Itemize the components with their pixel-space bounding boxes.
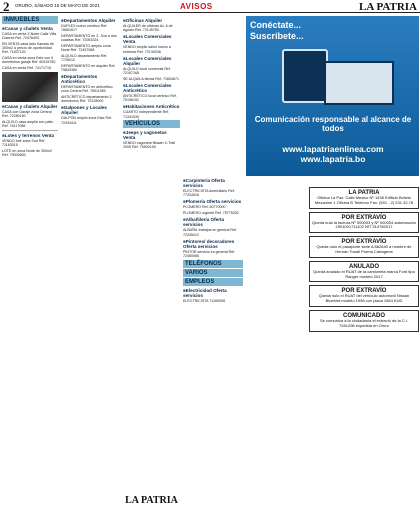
notice-box (309, 261, 419, 283)
classified-ad: CUARTO independiente Ref. 71341030 (123, 110, 170, 119)
monitor-icon (324, 61, 394, 105)
classified-ad: ALQUILO local comercial Ref. 72167165 (123, 66, 171, 76)
dateline: ORURO, SÁBADO 15 DE MAYO DE 2021 (15, 3, 100, 8)
classified-ad: DEPARTAMENTO en alquiler Ref. 79843360 (61, 63, 116, 72)
category-title: ■ Oficinas Alquiler (123, 18, 180, 23)
category-title: ■ Departamentos Alquiler (61, 18, 120, 23)
notice-box (309, 236, 419, 258)
category-title: ■ Jeeps y vagonetas Venta (123, 130, 180, 140)
smartphone-icon (282, 49, 328, 103)
classified-ad: PLOMERO urgente Ref. 75775252 (183, 211, 239, 216)
column-4 (183, 16, 243, 511)
category-title: ■ Casas y chalets Alquiler (2, 104, 58, 109)
divider (2, 130, 58, 131)
classified-ad: SE ALQUILA tienda Ref. 71604671 (123, 76, 179, 81)
column-2 (61, 16, 120, 511)
notice-box (309, 187, 419, 209)
classified-ad: VENDO lote zona Sud Ref. 71163015 (2, 138, 46, 148)
banner-spacer (183, 16, 243, 176)
banner-message: Comunicación responsable al alcance de todos (254, 115, 412, 133)
category-title: ■ Pintores/ decoradores Oferta servicios (183, 239, 243, 249)
notice-body: Queda nulo el RUAT del vehículo automovil Nissan Bluebird modelo 1998 con placa 1564 KUD (318, 293, 410, 304)
notice-title: POR EXTRAVÍO (341, 288, 387, 295)
notice-body: Queda nulo el pasaporte serie A 882640 a nombre de Hernán Tonali Porma Cartagena (316, 244, 412, 254)
classified-ad: GALPÓN amplio zona Este Ref. 72434411 (61, 116, 113, 125)
notices-column (309, 187, 419, 335)
classified-ad: EN VENTA casa lado Kansas de 300m2 a precio de oportunidad Ref. 71837120 (2, 41, 54, 55)
category-title: ■ Galpones y Locales Alquiler (61, 105, 120, 115)
category-title: ■ Locales Comerciales Anticrético (123, 83, 180, 93)
section-varios: VARIOS (183, 269, 243, 277)
section-inmuebles: INMUEBLES (2, 16, 58, 24)
notice-box (309, 212, 419, 234)
notice-title: ANULADO (349, 263, 379, 270)
classified-ad: ELECTRICISTA 71169008 (183, 298, 226, 303)
classified-ad: ANTICRÉTICO departamento 3 dormitorios Ref. 70128000 (61, 94, 112, 104)
classified-ad: LOTE en zona Norte de 300m2 Ref. 79000600 (2, 148, 52, 158)
category-title: ■ Electricidad Oferta servicios (183, 288, 243, 298)
notice-body: Queda anulado el RUAT de la camioneta marca Ford tipo Ranger modelo 2017 (313, 268, 415, 279)
category-title: ■ Carpintería Oferta servicios (183, 178, 243, 188)
section-vehiculos: VEHÍCULOS (123, 120, 180, 128)
notice-body: Se comunica a la ciudadanía el extravío de la C.I. 7281298 expedida en Oruro (319, 317, 409, 328)
banner-headline: Conéctate... (250, 20, 302, 30)
category-title: ■ Habitaciones Anticrético (123, 104, 180, 109)
section-telefonos: TELÉFONOS (183, 260, 243, 268)
page-number: 2 (3, 0, 10, 14)
classified-ad: CASA en venta Ref. 74171715 (2, 65, 51, 70)
notice-title: LA PATRIA (348, 190, 380, 196)
classified-ad: DEPARTAMENTO amplio zona Norte Ref. 72457068 (61, 43, 111, 53)
footer-brand: LA PATRIA (125, 495, 178, 506)
notice-title: POR EXTRAVÍO (341, 214, 387, 221)
classified-ad: DEPARTAMENTO en anticrético zona Central Ref. 76511550 (61, 85, 113, 94)
section-empleos: EMPLEOS (183, 278, 243, 286)
banner-subheadline: Suscríbete... (250, 31, 304, 41)
classified-ad: DEPARTAMENTO en Z. Sud a dos cuadras Ref. 72081024 (61, 33, 117, 43)
column-3 (123, 16, 180, 511)
column-1 (2, 16, 58, 511)
category-title: ■ Locales Comerciales Alquiler (123, 56, 180, 66)
banner-url[interactable]: www.lapatriaenlinea.com www.lapatria.bo (282, 144, 384, 164)
category-title: ■ Departamentos Anticrético (61, 74, 120, 84)
masthead-brand: LA PATRIA (359, 1, 417, 13)
classified-ad: VENDO vagoneta Nissan X-Trail 2005 Ref. 74500145 (123, 141, 175, 150)
section-title: AVISOS (180, 2, 213, 11)
category-title: ■ Albañilería Oferta servicios (183, 217, 243, 227)
category-title: ■ Plomería Oferta servicios (183, 199, 243, 204)
subscription-banner[interactable] (246, 16, 419, 176)
category-title: ■ Lotes y terrenos Venta (2, 133, 58, 138)
notice-box (309, 310, 419, 332)
classified-ad: ALBAÑIL trabajos en general Ref. 72345412 (183, 228, 238, 237)
classified-ad: VENDO amplio salón nuevo a estrenar Ref. 73740038 (123, 45, 171, 54)
classified-ad: ALQUILER de oficinas Av. 6 de Agosto Ref. 72145750 (123, 24, 173, 33)
page-header (0, 0, 420, 13)
category-title: ■ Casas y chalets Venta (2, 26, 58, 31)
ad-photo (2, 72, 58, 102)
classified-ad: CASA en venta Z.Norte Calle Villa Dolores Ref. 72476493 (2, 32, 57, 41)
classified-ad: DUPLEX nuevo centrico Ref. 76651617 (61, 24, 108, 33)
classified-ad: ALQUILO departamento Ref. 7726012 (61, 53, 108, 62)
classified-ad: CASA con Garaje zona Central Ref. 72280150 (2, 110, 52, 119)
notice-title: POR EXTRAVÍO (341, 239, 387, 246)
notice-body: Oficina La Paz. Calle Mexico Nº 1438 Edificio Bolivia Mezanine 1 Oficina B Telefono Fax: (591 - 2) 231.32.78 (314, 195, 414, 205)
classified-ad: CASA en venta zona Este con 5 dormitorios garaje Ref. 60315750 (2, 56, 56, 65)
classified-ad: ALQUILO casa amplia con patio Ref. 76117086 (2, 120, 54, 129)
category-title: ■ Locales Comerciales Venta (123, 34, 180, 44)
classified-ad: ANTICRÉTICO local centrico Ref. 70156151 (123, 93, 177, 103)
classified-ad: PLOMERO Ref. 60770000 (183, 205, 226, 210)
notice-body: Queda nula la factura Nº 000003 y Nº 000004 autorización 2901001711102 NIT 310783017 (312, 219, 416, 230)
notice-box (309, 285, 419, 307)
classified-ad: ELECTRICISTA domiciliario Ref. 77334516 (183, 189, 235, 198)
classified-ad: PINTOR servicio en general Ref. 72460066 (183, 249, 236, 258)
notice-title: COMUNICADO (343, 312, 385, 319)
